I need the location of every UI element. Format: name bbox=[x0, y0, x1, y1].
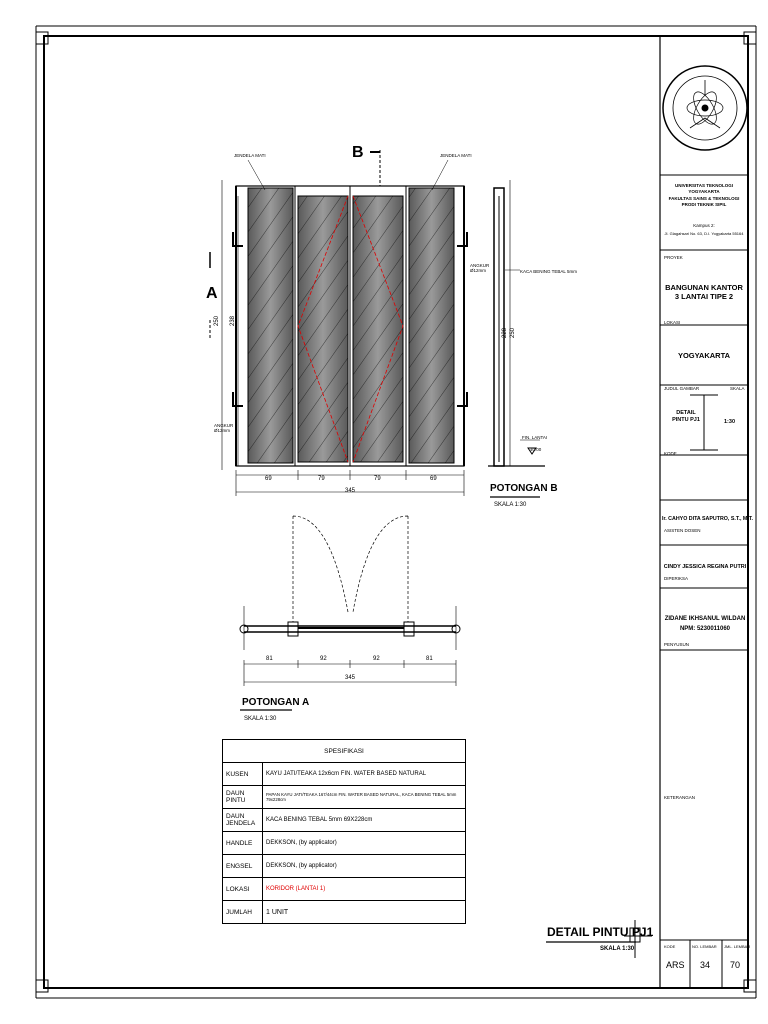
table-row bbox=[223, 878, 466, 901]
spec-value: KAYU JATI/TEAKA 12x6cm FIN. WATER BASED NATURAL bbox=[263, 763, 466, 786]
spec-value: DEKKSON, (by applicator) bbox=[263, 855, 466, 878]
title-block-institution bbox=[662, 183, 746, 208]
spec-header-row bbox=[223, 740, 466, 763]
section-marker-a: A bbox=[206, 285, 218, 302]
plan-width-total: 345 bbox=[345, 675, 356, 681]
angkur-left-label: ANGKUR Ø12mm bbox=[214, 423, 234, 433]
floor-finish-label: FIN. LANTAI bbox=[522, 435, 548, 440]
advisor-name: Ir. CAHYO DITA SAPUTRO, S.T., M.T. bbox=[662, 516, 753, 522]
program-name: PRODI TEKNIK SIPIL bbox=[681, 201, 727, 207]
jendela-mati-left-label: JENDELA MATI bbox=[234, 153, 266, 158]
height-dim-250: 250 bbox=[214, 315, 221, 327]
table-row bbox=[223, 763, 466, 786]
table-row bbox=[223, 855, 466, 878]
scale-label: SKALA bbox=[730, 386, 745, 391]
spec-value: KACA BENING TEBAL 5mm 69X228cm bbox=[263, 809, 466, 832]
table-row bbox=[223, 832, 466, 855]
sheet-no-label: NO. LEMBAR bbox=[692, 944, 717, 949]
spec-label: DAUN PINTU bbox=[223, 786, 263, 809]
drawing-title-value: DETAIL PINTU PJ1 bbox=[672, 410, 700, 424]
code-label-top: KODE bbox=[664, 451, 677, 456]
spec-label: JUMLAH bbox=[223, 901, 263, 924]
location-label: LOKASI bbox=[664, 320, 681, 325]
section-b-title: POTONGAN B bbox=[490, 483, 558, 494]
width-dim-2: 79 bbox=[318, 476, 325, 482]
spec-label: DAUN JENDELA bbox=[223, 809, 263, 832]
university-name: UNIVERSITAS TEKNOLOGI YOGYAKARTA bbox=[675, 183, 733, 195]
spec-label: ENGSEL bbox=[223, 855, 263, 878]
kaca-note-label: KACA BENING TEBAL 5mm bbox=[520, 269, 578, 274]
width-dim-3: 79 bbox=[374, 476, 381, 482]
width-dim-1: 69 bbox=[265, 476, 272, 482]
drawer-label: PENYUSUN bbox=[664, 642, 690, 647]
drawing-title-label: JUDUL GAMBAR bbox=[664, 386, 700, 391]
campus-label: Kampus 2: bbox=[693, 223, 715, 228]
section-b-scale: SKALA 1:30 bbox=[494, 502, 527, 508]
plan-width-2: 92 bbox=[320, 656, 327, 662]
spec-header: SPESIFIKASI bbox=[223, 740, 466, 763]
sheet-count-label: JML. LEMBAR bbox=[724, 944, 751, 949]
drawer-npm: NPM: 5230011060 bbox=[679, 626, 731, 632]
specification-table bbox=[222, 739, 466, 924]
spec-label: LOKASI bbox=[223, 878, 263, 901]
scale-value: 1:30 bbox=[724, 419, 736, 425]
table-row bbox=[223, 901, 466, 924]
plan-width-1: 81 bbox=[266, 656, 273, 662]
section-a-title: POTONGAN A bbox=[242, 697, 310, 708]
faculty-name: FAKULTAS SAINS & TEKNOLOGI bbox=[668, 195, 740, 201]
project-name: BANGUNAN KANTOR 3 LANTAI TIPE 2 bbox=[665, 283, 743, 301]
sheet-count-value: 70 bbox=[730, 960, 741, 970]
plan-width-4: 81 bbox=[426, 656, 433, 662]
university-seal bbox=[663, 66, 747, 150]
drawer-name: ZIDANE IKHSANUL WILDAN bbox=[664, 616, 746, 622]
spec-value: DEKKSON, (by applicator) bbox=[263, 832, 466, 855]
angkur-right-label: ANGKUR Ø12mm bbox=[470, 263, 490, 273]
notes-label: KETERANGAN bbox=[664, 795, 696, 800]
spec-value-location: KORIDOR (LANTAI 1) bbox=[263, 878, 466, 901]
project-label: PROYEK bbox=[664, 255, 683, 260]
spec-value: 1 UNIT bbox=[263, 901, 466, 924]
plan-width-3: 92 bbox=[373, 656, 380, 662]
spec-label: HANDLE bbox=[223, 832, 263, 855]
section-b-dim-228: 228 bbox=[502, 327, 509, 339]
section-marker-b: B bbox=[352, 144, 364, 161]
height-dim-238: 238 bbox=[230, 315, 237, 327]
checker-name: CINDY JESSICA REGINA PUTRI bbox=[663, 564, 747, 570]
width-dim-4: 69 bbox=[430, 476, 437, 482]
sheet-title-scale: SKALA 1:30 bbox=[600, 946, 635, 952]
width-dim-total: 345 bbox=[345, 488, 356, 494]
section-b-dim-250: 250 bbox=[510, 327, 517, 339]
jendela-mati-right-label: JENDELA MATI bbox=[440, 153, 472, 158]
location-name: YOGYAKARTA bbox=[677, 351, 731, 360]
campus-address: Jl. Glagahsari No. 63, D.I. Yogyakarta 55164 bbox=[664, 231, 744, 236]
table-row bbox=[223, 809, 466, 832]
title-block-frame bbox=[660, 36, 753, 988]
sheet-title: DETAIL PINTU PJ1 bbox=[547, 925, 654, 939]
sheet-no-value: 34 bbox=[700, 960, 711, 970]
advisor-label: ASISTEN DOSEN bbox=[664, 528, 701, 533]
floor-level: ±0.00 bbox=[530, 447, 542, 452]
table-row bbox=[223, 786, 466, 809]
spec-value: PAPAN KAYU JATI/TEAKA 167/44cm FIN. WATER BASED NATURAL, KACA BENING TEBAL 5mm 79x228cm bbox=[263, 786, 466, 809]
code-value: ARS bbox=[666, 960, 685, 970]
section-a-scale: SKALA 1:30 bbox=[244, 716, 277, 722]
door-elevation bbox=[210, 150, 467, 496]
checker-label: DIPERIKSA bbox=[664, 576, 689, 581]
spec-label: KUSEN bbox=[223, 763, 263, 786]
code-col-label: KODE bbox=[664, 944, 676, 949]
